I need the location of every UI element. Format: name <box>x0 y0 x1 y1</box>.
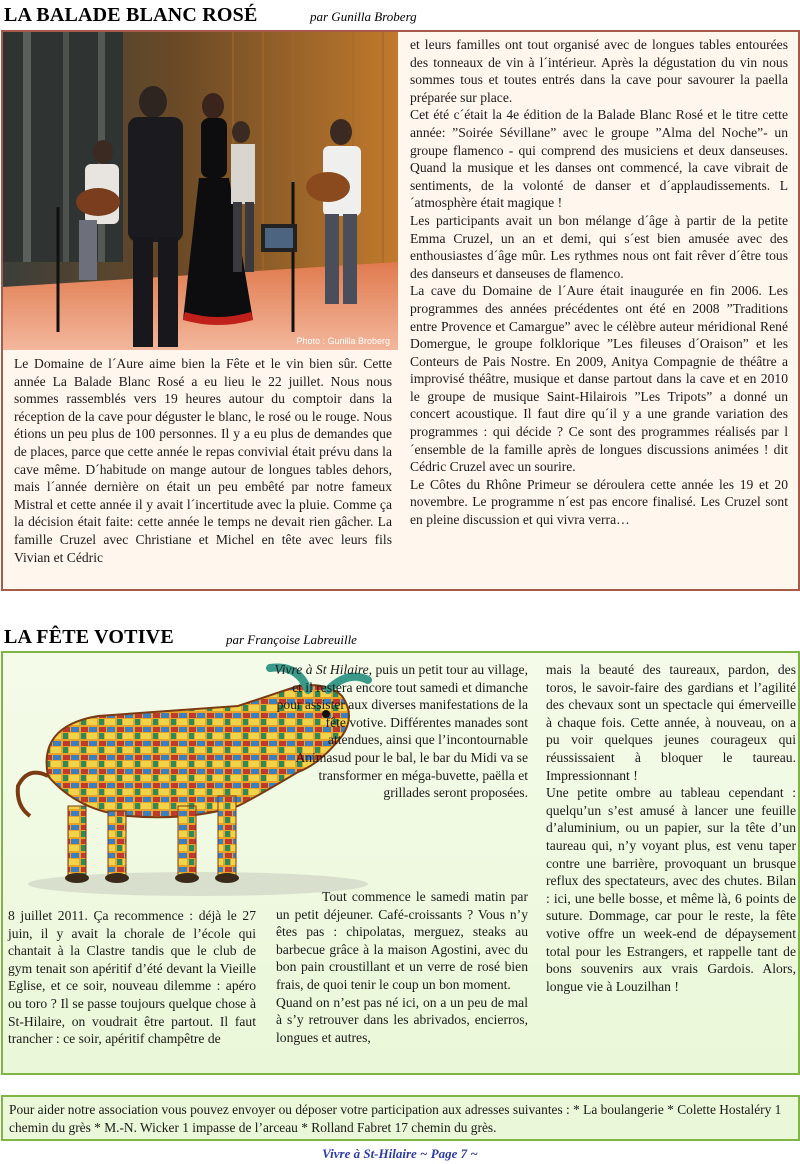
section1-paragraph: La cave du Domaine de l´Aure était inaugurée en fin 2006. Les programmes des années précédentes ont été en 2008 ”Traditions entre Provence et Camargue” avec le célèbre auteur méridional René Domergue, le groupe folklorique ”Les fileuses d´Oraison” et les Conteurs de Pais Nostre. En 2009, Anitya Compagnie de théâtre a improvisé théâtre, musique et danse partout dans la cave et en 2010 le groupe de musique Saint-Hilairois ”Les Tripots” a donné un concert acoustique. Il faut dire qu´il y a une grande variation des programmes : qui décide ? Ce sont des programmes réalisés par l´ensemble de la famille après de longues discussions animées ! dit Cédric Cruzel avec un sourire. <box>410 283 788 475</box>
section2-paragraph: , puis un petit tour au village, et il restera encore tout samedi et dimanche pour assister aux diverses manifestations de la fête votive. Différentes manades sont attendues, ainsi que l’incontournable Animasud pour le bal, le bar du Midi va se transformer en méga-buvette, paëlla et grillades seront proposées. <box>276 662 528 801</box>
section2-column2 <box>276 888 528 1046</box>
section1-byline: par Gunilla Broberg <box>310 9 417 24</box>
section1-left-column <box>14 355 392 566</box>
donation-notice <box>1 1095 800 1141</box>
page-footer: Vivre à St-Hilaire ~ Page 7 ~ <box>322 1146 478 1161</box>
magazine-name: Vivre à St Hilaire <box>274 662 369 677</box>
section2-paragraph: Quand on n’est pas né ici, on a un peu de mal à s’y retrouver dans les abrivados, encierros, longues et autres, <box>276 994 528 1045</box>
section2-column1-bottom <box>8 907 256 1048</box>
section1-paragraph: et leurs familles ont tout organisé avec de longues tables entourées des tonneaux de vin à l´intérieur. Après la dégustation du vin nous sommes tous et toutes entrés dans la cave pour savourer la paella préparée sur place. <box>410 37 788 105</box>
section2-column3 <box>546 661 796 995</box>
section1-title: LA BALADE BLANC ROSÉ <box>4 4 258 26</box>
section2-paragraph: Une petite ombre au tableau cependant : quelqu’un s’est amusé à lancer une feuille d’aluminium, ou un papier, sur la tête d’un taureau qui, n’y voyant plus, est venu taper contre une barrière, provoquant un brusque reflux des spectateurs, avec des chutes. Bilan : ici, une belle bosse, et même là, 6 points de suture. Dommage, car pour le reste, la fête votive offre un week-end de dépaysement total pour les Estrangers, et rappelle tant de bons souvenirs aux vrais Gardois. Alors, longue vie à Louzilhan ! <box>546 785 796 994</box>
photo-credit: Photo : Gunilla Broberg <box>296 336 390 346</box>
section1-paragraph: Les participants avait un bon mélange d´âge à partir de la petite Emma Cruzel, un an et demi, qui s´est bien amusée avec des enthousiastes d´âge mûr. Les rythmes nous ont fait rêver d´être tous des danseurs et danseuses de flamenco. <box>410 212 788 281</box>
section2-column1-top <box>270 661 528 802</box>
donation-text: Pour aider notre association vous pouvez envoyer ou déposer votre participation aux adresses suivantes : * La boulangerie * Colette Hostaléry 1 chemin du grès * M.-N. Wicker 1 impasse de l’arceau * Rolland Fabret 17 chemin du grès. <box>9 1102 782 1135</box>
section2-title: LA FÊTE VOTIVE <box>4 626 174 648</box>
flamenco-photo <box>3 32 398 350</box>
section1-paragraph: Le Côtes du Rhône Primeur se déroulera cette année les 19 et 20 novembre. Le programme n´est pas encore finalisé. Les Cruzel sont en pleine discussion et qui vivra verra… <box>410 476 788 528</box>
section1-paragraph: Le Domaine de l´Aure aime bien la Fête et le vin bien sûr. Cette année La Balade Blanc Rosé a eu lieu le 22 juillet. Nous nous sommes rassemblés vers 19 heures autour du comptoir dans la réception de la cave pour déguster le blanc, le rosé ou le rouge. Nous étions un peu plus de 100 personnes. Il y a eu plus de demandes que de places, parce que cette année le repas convivial était prévu dans la cave même. D´habitude on mange autour de longues tables dehors, mais l´année dernière on était un peu embêté par notre fameux Mistral et cette année il y avait l´incertitude avec la pluie. Comme ça la décision était faite: cette année le temps ne devait rien gâcher. La famille Cruzel avec Christiane et Michel en tête avec leurs fils Vivian et Cédric <box>14 356 392 565</box>
section2-paragraph: 8 juillet 2011. Ça recommence : déjà le 27 juin, il y avait la chorale de l’école qui chantait à la Clastre tandis que le club de gym tenait son apéritif d’été devant la Vieille Eglise, et ce soir, nouveau dilemme : apéro ou toro ? Il se passe toujours quelque chose à St-Hilaire, on voudrait être partout. Il faut trancher : ce soir, apéritif champêtre de <box>8 908 256 1047</box>
section2-byline: par Françoise Labreuille <box>226 632 357 647</box>
section1-right-column <box>410 36 788 529</box>
section2-paragraph: Tout commence le samedi matin par un petit déjeuner. Café-croissants ? Vous n’y êtes pas : chipolatas, merguez, steaks au barbecue grâce à la maison Agostini, avec du bon pain croustillant et un verre de rosé bien frais, de quoi tenir le coup un bon moment. <box>276 889 528 992</box>
section2-paragraph: mais la beauté des taureaux, pardon, des toros, le savoir-faire des gardians et l’agilité des chevaux sont un spectacle qui émerveille à chaque fois. Cette année, à nouveau, on a pu voir quelques jeunes courageux qui réussissaient à bloquer le taureau. Impressionnant ! <box>546 662 796 783</box>
section1-paragraph: Cet été c´était la 4e édition de la Balade Blanc Rosé et le titre cette année: ”Soirée Sévillane” avec le groupe ”Alma del Noche”- un groupe flamenco - qui comprend des musiciens et deux danseuses. Quand la musique et les danses ont commencé, la cave vibrait de sentiments, de la volonté de danser et d´applaudissements. L´atmosphère était magique ! <box>410 107 788 211</box>
